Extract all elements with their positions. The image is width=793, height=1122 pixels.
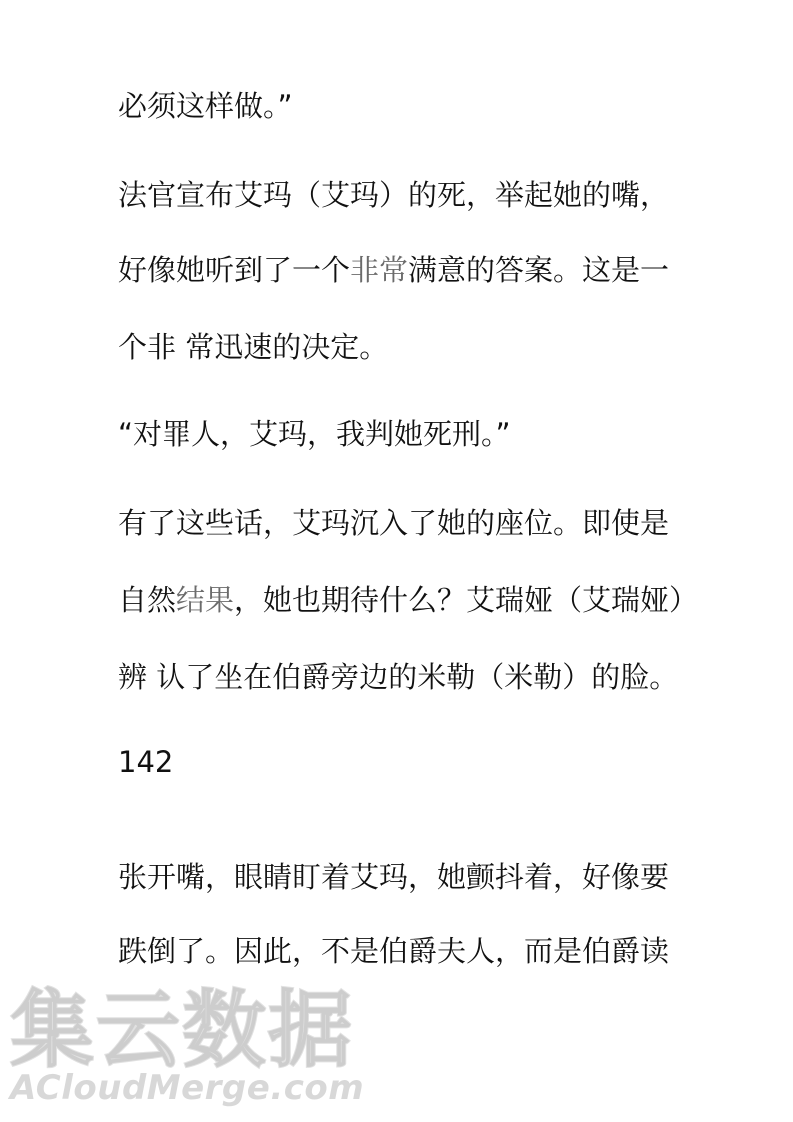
watermark-chinese: 集云数据 — [10, 981, 355, 1079]
text-line-7 — [118, 580, 698, 620]
text-span: 自然 — [118, 583, 177, 617]
text-span: 辨 认了坐在伯爵旁边的米勒（米勒）的脸。 — [118, 660, 679, 694]
text-span: 有了这些话，艾玛沉入了她的座位。即使是 — [118, 506, 670, 540]
text-span: “对罪人，艾玛，我判她死刑。” — [118, 417, 511, 451]
text-span: 法官宣布艾玛（艾玛）的死，举起她的嘴， — [118, 178, 670, 212]
page-number — [118, 742, 173, 782]
text-line-8 — [118, 657, 678, 697]
text-span: 必须这样做。” — [118, 89, 293, 123]
text-line-6 — [118, 503, 669, 543]
text-span: 满意的答案。这是一 — [408, 253, 670, 287]
text-line-2 — [118, 175, 669, 215]
text-line-4 — [118, 327, 388, 367]
watermark — [0, 980, 420, 1120]
page-number-text: 142 — [118, 745, 174, 779]
text-span: 张开嘴，眼睛盯着艾玛，她颤抖着，好像要 — [118, 860, 670, 894]
text-line-3 — [118, 250, 669, 290]
text-span: 个非 常迅速的决定。 — [118, 330, 389, 364]
text-span: ，她也期待什么？艾瑞娅（艾瑞娅） — [234, 583, 699, 617]
text-span: 跌倒了。因此，不是伯爵夫人，而是伯爵读 — [118, 934, 670, 968]
text-span-dim: 非常 — [350, 253, 409, 287]
text-line-10 — [118, 931, 669, 971]
text-span: 好像她听到了一个 — [118, 253, 351, 287]
text-span-dim: 结果 — [176, 583, 235, 617]
watermark-english: ACloudMerge.com — [10, 1068, 365, 1108]
text-line-1 — [118, 86, 293, 126]
text-line-9 — [118, 857, 669, 897]
text-line-5 — [118, 414, 511, 454]
